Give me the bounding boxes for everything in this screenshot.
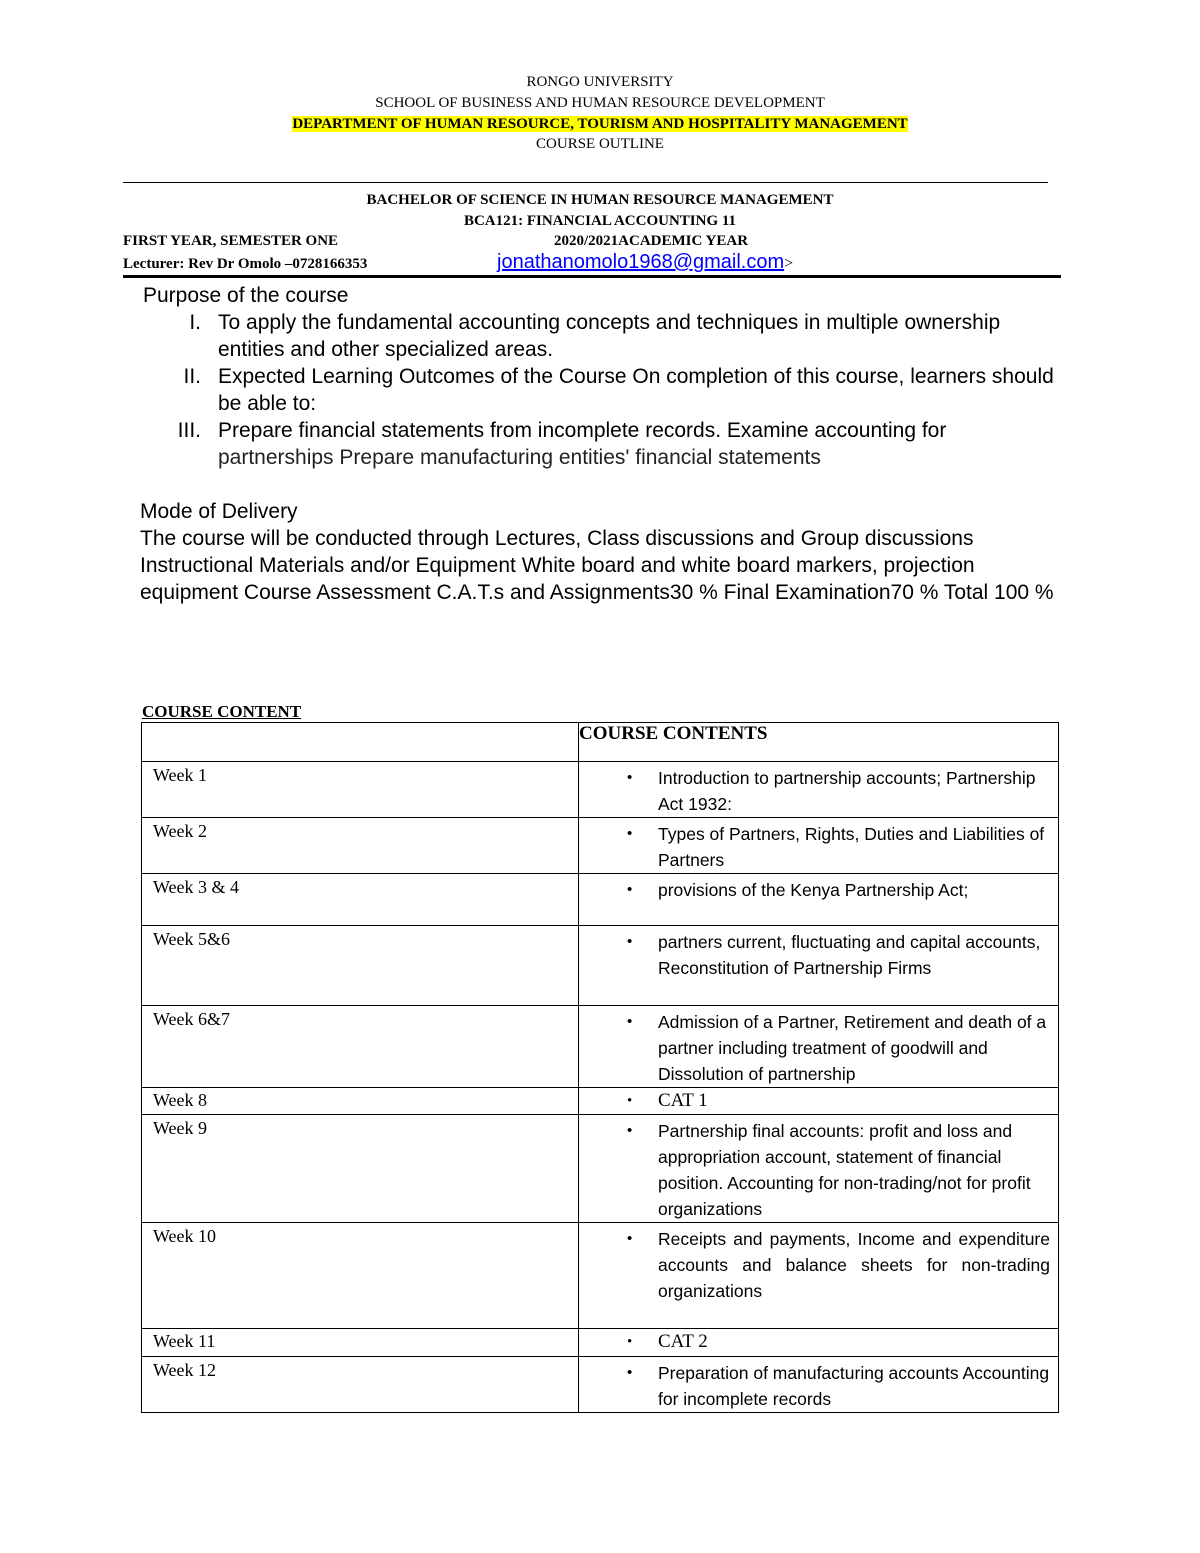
content-text: Receipts and payments, Income and expenditure accounts and balance sheets for non-trading organizations <box>658 1229 1050 1301</box>
year-semester: FIRST YEAR, SEMESTER ONE <box>123 233 339 249</box>
programme-name: BACHELOR OF SCIENCE IN HUMAN RESOURCE MANAGEMENT <box>366 192 834 208</box>
content-cell <box>579 926 1059 1006</box>
purpose-item-number: II. <box>183 365 201 388</box>
week-cell: Week 12 <box>142 1357 579 1413</box>
week-cell: Week 1 <box>142 762 579 818</box>
university-name: RONGO UNIVERSITY <box>526 74 674 90</box>
purpose-item-number: I. <box>189 311 201 334</box>
delivery-title: Mode of Delivery <box>140 500 298 523</box>
content-text: CAT 1 <box>658 1090 708 1111</box>
department-line <box>0 114 1200 134</box>
content-text: Partnership final accounts: profit and loss and appropriation account, statement of financial position. Accounting for non-trading/not for profit organizations <box>658 1121 1031 1219</box>
table-row <box>142 1223 1059 1329</box>
email-line <box>497 249 793 277</box>
table-row <box>142 1357 1059 1413</box>
table-row <box>142 1006 1059 1088</box>
table-row <box>142 818 1059 874</box>
purpose-item <box>143 363 1063 417</box>
week-cell: Week 5&6 <box>142 926 579 1006</box>
bullet-icon: • <box>627 1364 633 1381</box>
week-cell: Week 3 & 4 <box>142 874 579 926</box>
purpose-item-text: Expected Learning Outcomes of the Course On completion of this course, learners should be able to: <box>218 365 1054 415</box>
bullet-icon: • <box>627 1334 633 1350</box>
content-cell <box>579 1329 1059 1357</box>
table-row <box>142 1329 1059 1357</box>
header-bottom-rule <box>123 275 1061 278</box>
bullet-icon: • <box>627 769 633 786</box>
course-code-title: BCA121: FINANCIAL ACCOUNTING 11 <box>463 213 737 229</box>
content-cell <box>579 1357 1059 1413</box>
week-cell: Week 11 <box>142 1329 579 1357</box>
content-cell <box>579 1115 1059 1223</box>
course-content-table <box>141 722 1059 1413</box>
week-cell: Week 9 <box>142 1115 579 1223</box>
purpose-title: Purpose of the course <box>143 284 349 307</box>
content-text: partners current, fluctuating and capital accounts, Reconstitution of Partnership Firms <box>658 932 1041 978</box>
lecturer-info: Lecturer: Rev Dr Omolo –0728166353 <box>123 256 368 272</box>
content-text: provisions of the Kenya Partnership Act; <box>658 880 969 900</box>
document-type: COURSE OUTLINE <box>536 136 664 152</box>
week-cell: Week 8 <box>142 1088 579 1115</box>
content-cell <box>579 874 1059 926</box>
week-cell: Week 2 <box>142 818 579 874</box>
academic-year: 2020/2021ACADEMIC YEAR <box>554 233 749 249</box>
content-cell <box>579 818 1059 874</box>
bullet-icon: • <box>627 1122 633 1139</box>
purpose-item-text-continued: partnerships Prepare manufacturing entities' financial statements <box>218 446 821 469</box>
table-header-row <box>142 723 1059 762</box>
content-text: Preparation of manufacturing accounts Accounting for incomplete records <box>658 1363 1050 1409</box>
bullet-icon: • <box>627 881 633 898</box>
purpose-item <box>143 309 1063 363</box>
content-cell <box>579 1223 1059 1329</box>
header-divider <box>123 182 1048 183</box>
content-cell <box>579 1088 1059 1115</box>
content-cell <box>579 1006 1059 1088</box>
purpose-item-number: III. <box>177 419 201 442</box>
delivery-body: The course will be conducted through Lectures, Class discussions and Group discussions Instructional Materials and/or Equipment White board and white board markers, projection equipment Course Assessment C.A.T.s and Assignments30 % Final Examination70 % Total 100 % <box>140 527 1054 604</box>
content-text: Admission of a Partner, Retirement and death of a partner including treatment of goodwill and Dissolution of partnership <box>658 1012 1047 1084</box>
bullet-icon: • <box>627 1093 633 1109</box>
table-row <box>142 874 1059 926</box>
header-cell-empty <box>142 723 579 762</box>
department-name: DEPARTMENT OF HUMAN RESOURCE, TOURISM AND HOSPITALITY MANAGEMENT <box>292 116 908 132</box>
content-cell <box>579 762 1059 818</box>
bullet-icon: • <box>627 933 633 950</box>
week-cell: Week 10 <box>142 1223 579 1329</box>
content-text: CAT 2 <box>658 1331 708 1352</box>
email-suffix: > <box>784 255 794 272</box>
week-cell: Week 6&7 <box>142 1006 579 1088</box>
school-name: SCHOOL OF BUSINESS AND HUMAN RESOURCE DEVELOPMENT <box>375 95 825 111</box>
table-row <box>142 762 1059 818</box>
header-cell-contents: COURSE CONTENTS <box>579 723 1059 762</box>
table-row <box>142 1115 1059 1223</box>
purpose-item-text: Prepare financial statements from incomplete records. Examine accounting for <box>218 419 947 442</box>
table-row <box>142 1088 1059 1115</box>
email-link[interactable]: jonathanomolo1968@gmail.com <box>497 251 785 273</box>
bullet-icon: • <box>627 1230 633 1247</box>
purpose-section <box>143 282 1063 471</box>
purpose-item-text: To apply the fundamental accounting concepts and techniques in multiple ownership entities and other specialized areas. <box>218 311 1001 361</box>
content-text: Introduction to partnership accounts; Partnership Act 1932: <box>658 768 1036 814</box>
content-text: Types of Partners, Rights, Duties and Liabilities of Partners <box>658 824 1045 870</box>
course-content-label: COURSE CONTENT <box>142 702 302 721</box>
bullet-icon: • <box>627 1013 633 1030</box>
purpose-item <box>143 417 1063 471</box>
bullet-icon: • <box>627 825 633 842</box>
table-row <box>142 926 1059 1006</box>
